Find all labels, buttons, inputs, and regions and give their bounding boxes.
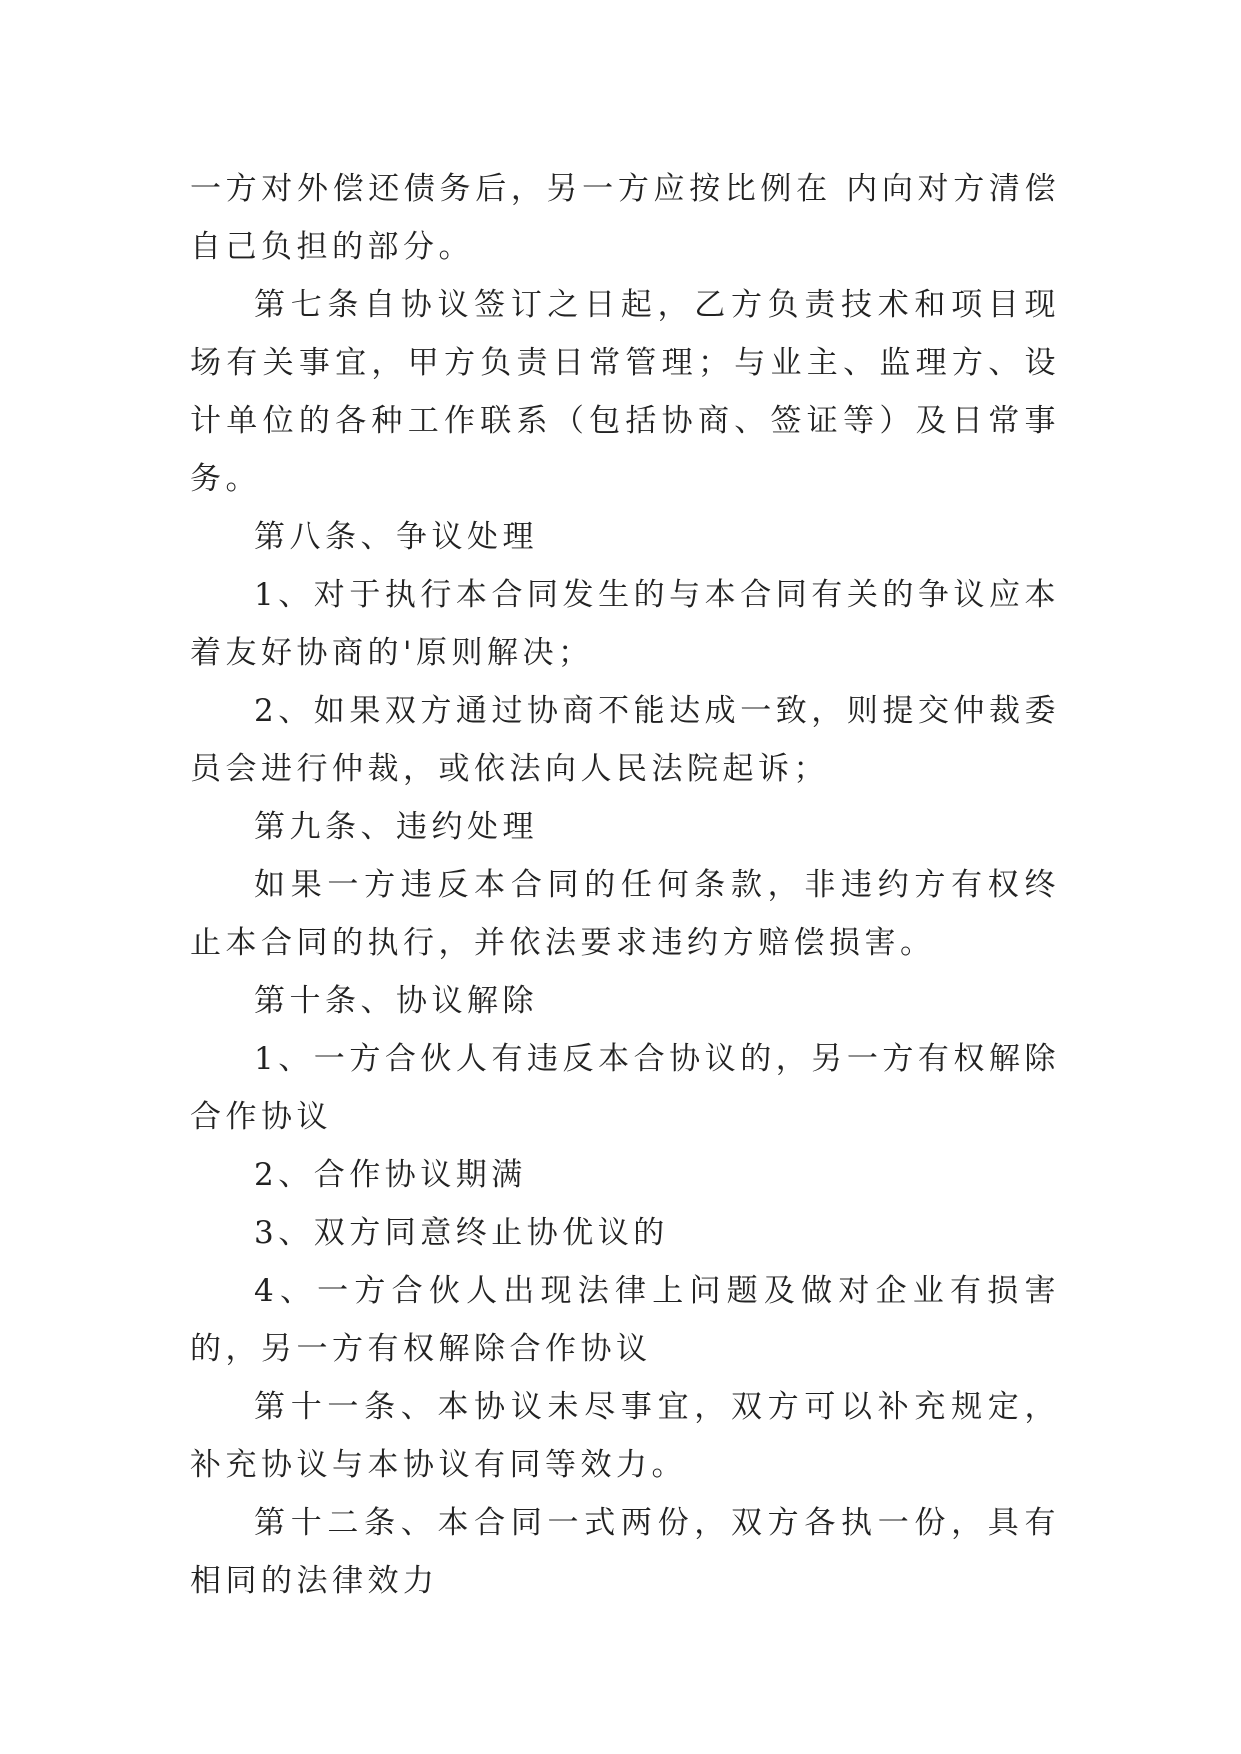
paragraph-article-7: 第七条自协议签订之日起，乙方负责技术和项目现场有关事宜，甲方负责日常管理；与业主、监理方、设计单位的各种工作联系（包括协商、签证等）及日常事务。 [190,287,1060,497]
paragraph-article-10-item-3: 3、双方同意终止协优议的 [254,1215,669,1251]
paragraph-article-12: 第十二条、本合同一式两份，双方各执一份，具有相同的法律效力 [190,1505,1060,1599]
paragraph-article-8-item-2: 2、如果双方通过协商不能达成一致，则提交仲裁委员会进行仲裁，或依法向人民法院起诉； [190,693,1060,787]
document-body [190,160,1060,1610]
paragraph-continuation: 一方对外偿还债务后，另一方应按比例在 内向对方清偿自己负担的部分。 [190,171,1060,265]
heading-article-10: 第十条、协议解除 [254,983,538,1019]
paragraph-article-10-item-4: 4、一方合伙人出现法律上问题及做对企业有损害的，另一方有权解除合作协议 [190,1273,1060,1367]
heading-article-9: 第九条、违约处理 [254,809,538,845]
paragraph-article-8-item-1: 1、对于执行本合同发生的与本合同有关的争议应本着友好协商的'原则解决； [190,577,1060,671]
heading-article-8: 第八条、争议处理 [254,519,538,555]
paragraph-article-11: 第十一条、本协议未尽事宜，双方可以补充规定，补充协议与本协议有同等效力。 [190,1389,1060,1483]
paragraph-article-10-item-1: 1、一方合伙人有违反本合协议的，另一方有权解除合作协议 [190,1041,1060,1135]
paragraph-article-9-body: 如果一方违反本合同的任何条款，非违约方有权终止本合同的执行，并依法要求违约方赔偿损害。 [190,867,1060,961]
paragraph-article-10-item-2: 2、合作协议期满 [254,1157,527,1193]
